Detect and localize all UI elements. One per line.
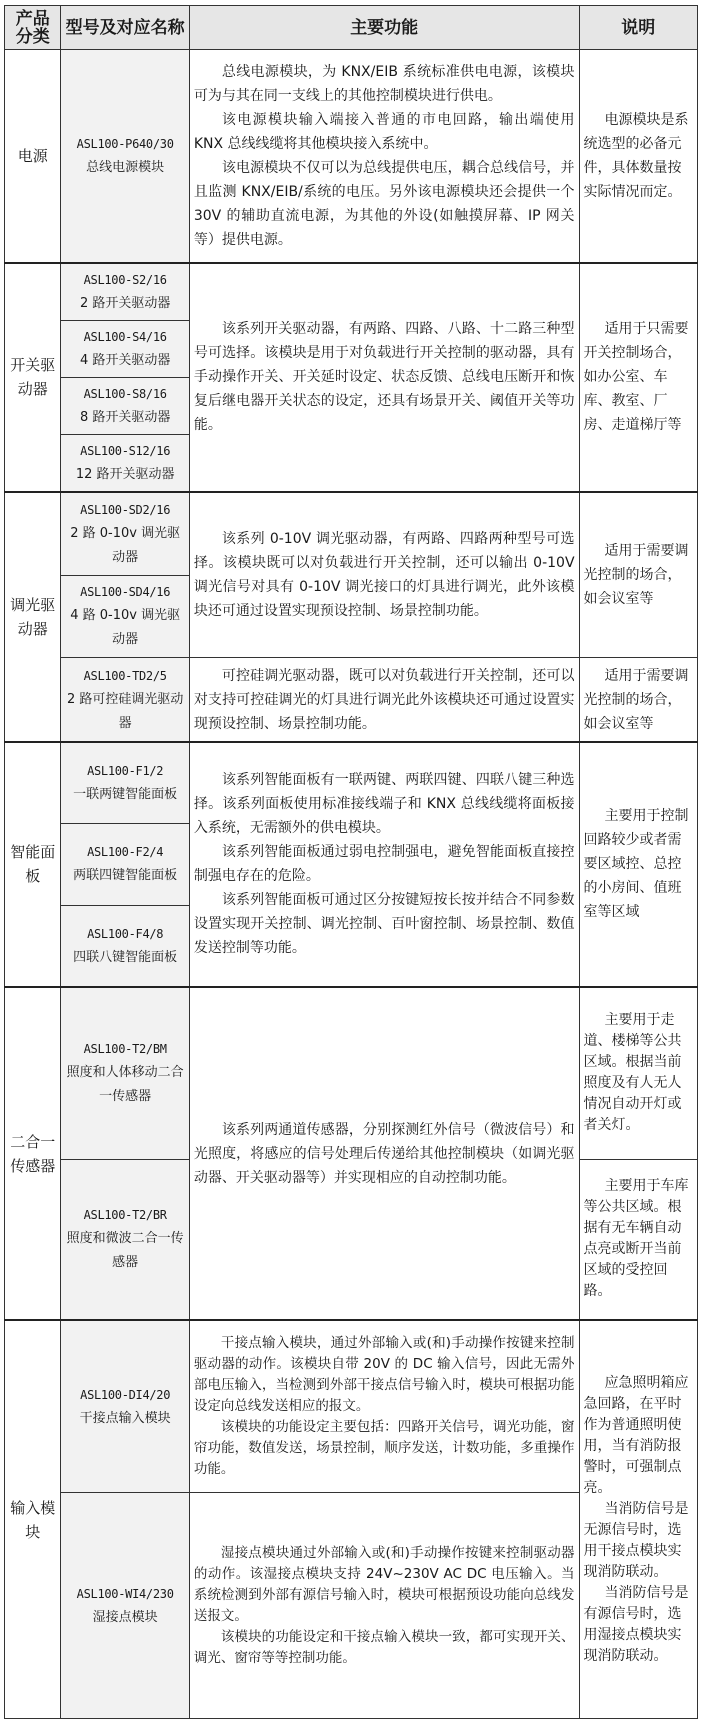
function-paragraph: 该模块的功能设定和干接点输入模块一致，都可实现开关、调光、窗帘等等控制功能。 — [193, 1628, 575, 1666]
model-name: 2 路 0-10v 调光驱动器 — [70, 525, 181, 565]
model-name: 12 路开关驱动器 — [75, 466, 175, 482]
product-spec-table — [4, 5, 698, 1719]
header-note: 说明 — [579, 6, 697, 50]
model-code: ASL100-S12/16 — [80, 443, 171, 458]
category-power: 电源 — [5, 50, 61, 263]
model-code: ASL100-TD2/5 — [83, 668, 167, 683]
input-row — [5, 1320, 698, 1492]
dimming-row — [5, 658, 698, 742]
model-code: ASL100-SD4/16 — [80, 585, 171, 600]
model-power — [61, 50, 189, 263]
function-paragraph: 该模块的功能设定主要包括：四路开关信号，调光功能，窗帘功能，数值发送，场景控制，顺序发送，计数功能，多重操作功能。 — [193, 1419, 575, 1478]
model-code: ASL100-F4/8 — [87, 926, 164, 941]
note-text: 当消防信号是有源信号时，选用湿接点模块实现消防联动。 — [583, 1584, 689, 1664]
function-dimming-triac — [189, 658, 579, 742]
model-code: ASL100-F1/2 — [87, 763, 164, 778]
model-switch-4 — [61, 434, 189, 492]
function-paragraph: 该电源模块不仅可以为总线提供电压，耦合总线信号，并且监测 KNX/EIB/系统的电压。另外该电源模块还会提供一个 30V 的辅助直流电源，为其他的外设(如触摸屏幕、IP 网关等）提供电源。 — [193, 159, 575, 248]
model-code: ASL100-S8/16 — [83, 386, 167, 401]
note-text: 适用于只需要开关控制场合，如办公室、车库、教室、厂房、走道梯厅等 — [583, 321, 689, 434]
model-name: 一联两键智能面板 — [73, 786, 178, 802]
function-input-dry — [189, 1320, 579, 1492]
model-switch-1 — [61, 263, 189, 321]
header-function: 主要功能 — [189, 6, 579, 50]
function-switch — [189, 263, 579, 492]
function-paragraph: 湿接点模块通过外部输入或(和)手动操作按键来控制驱动器的动作。该湿接点模块支持 24V~230V AC DC 电压输入。当系统检测到外部有源信号输入时，模块可根据预设功能向总线发送报文。 — [193, 1544, 575, 1624]
function-power — [189, 50, 579, 263]
model-name: 总线电源模块 — [86, 159, 165, 175]
model-name: 两联四键智能面板 — [73, 868, 178, 884]
note-power — [579, 50, 697, 263]
model-name: 4 路 0-10v 调光驱动器 — [70, 608, 181, 648]
category-switch: 开关驱动器 — [5, 263, 61, 492]
function-paragraph: 该系列两通道传感器，分别探测红外信号（微波信号）和光照度，将感应的信号处理后传递给其他控制模块（如调光驱动器、开关驱动器等）并实现相应的自动控制功能。 — [193, 1121, 575, 1186]
function-paragraph: 该系列智能面板可通过区分按键短按长按并结合不同参数设置实现开关控制、调光控制、百叶窗控制、场景控制、数值发送控制等功能。 — [193, 892, 575, 957]
note-text: 适用于需要调光控制的场合，如会议室等 — [583, 542, 689, 607]
switch-row — [5, 263, 698, 321]
function-sensor — [189, 987, 579, 1320]
function-paragraph: 该系列 0-10V 调光驱动器，有两路、四路两种型号可选择。该模块既可以对负载进行开关控制，还可以输出 0-10V 调光信号对具有 0-10V 调光接口的灯具进行调光，此外该模块还可通过设置实现预设控制、场景控制功能。 — [193, 530, 575, 619]
note-text: 主要用于车库等公共区域。根据有无车辆自动点亮或断开当前区域的受控回路。 — [583, 1178, 689, 1300]
model-panel-2 — [61, 823, 189, 905]
function-input-wet — [189, 1493, 579, 1719]
model-dimming-2 — [61, 575, 189, 658]
model-input-2 — [61, 1493, 189, 1719]
model-code: ASL100-WI4/230 — [76, 1586, 174, 1601]
model-name: 照度和人体移动二合一传感器 — [66, 1065, 184, 1105]
note-panel — [579, 742, 697, 987]
model-name: 干接点输入模块 — [79, 1410, 171, 1426]
sensor-row — [5, 987, 698, 1159]
model-code: ASL100-DI4/20 — [80, 1387, 171, 1402]
model-name: 2 路开关驱动器 — [79, 295, 171, 311]
model-panel-3 — [61, 905, 189, 987]
model-name: 湿接点模块 — [92, 1609, 158, 1625]
function-paragraph: 该系列智能面板有一联两键、两联四键、四联八键三种选择。该系列面板使用标准接线端子和 KNX 总线线缆将面板接入系统，无需额外的供电模块。 — [193, 772, 575, 837]
model-name: 四联八键智能面板 — [73, 949, 178, 965]
header-category: 产品分类 — [5, 6, 61, 50]
note-sensor-1 — [579, 987, 697, 1159]
category-dimming: 调光驱动器 — [5, 492, 61, 742]
model-name: 8 路开关驱动器 — [79, 409, 171, 425]
note-sensor-2 — [579, 1159, 697, 1320]
dimming-row — [5, 492, 698, 575]
function-paragraph: 干接点输入模块，通过外部输入或(和)手动操作按键来控制驱动器的动作。该模块自带 20V 的 DC 输入信号，因此无需外部电压输入，当检测到外部干接点信号输入时，模块可根据功能设定向总线发送相应的报文。 — [193, 1335, 575, 1415]
model-name: 照度和微波二合一传感器 — [66, 1231, 184, 1271]
model-name: 4 路开关驱动器 — [79, 352, 171, 368]
model-input-1 — [61, 1320, 189, 1492]
category-sensor: 二合一传感器 — [5, 987, 61, 1320]
panel-row — [5, 742, 698, 824]
model-code: ASL100-P640/30 — [76, 136, 174, 151]
model-switch-3 — [61, 377, 189, 434]
model-dimming-3 — [61, 658, 189, 742]
model-code: ASL100-S4/16 — [83, 329, 167, 344]
note-text: 主要用于控制回路较少或者需要区域控、总控的小房间、值班室等区域 — [583, 808, 689, 921]
model-code: ASL100-T2/BM — [83, 1042, 167, 1057]
note-text: 适用于需要调光控制的场合，如会议室等 — [583, 667, 689, 732]
model-sensor-1 — [61, 987, 189, 1159]
model-code: ASL100-T2/BR — [83, 1208, 167, 1223]
note-text: 应急照明箱应急回路，在平时作为普通照明使用，当有消防报警时，可强制点亮。 — [583, 1374, 689, 1496]
function-paragraph: 可控硅调光驱动器，既可以对负载进行开关控制，还可以对支持可控硅调光的灯具进行调光此外该模块还可通过设置实现预设控制、场景控制功能。 — [193, 667, 575, 732]
note-switch — [579, 263, 697, 492]
model-sensor-2 — [61, 1159, 189, 1320]
model-panel-1 — [61, 742, 189, 824]
model-dimming-1 — [61, 492, 189, 575]
note-text: 当消防信号是无源信号时，选用干接点模块实现消防联动。 — [583, 1500, 689, 1580]
model-name: 2 路可控硅调光驱动器 — [66, 691, 184, 731]
function-paragraph: 该电源模块输入端接入普通的市电回路，输出端使用 KNX 总线线缆将其他模块接入系统中。 — [193, 111, 575, 152]
note-dimming-1 — [579, 492, 697, 658]
function-paragraph: 总线电源模块，为 KNX/EIB 系统标准供电电源，该模块可为与其在同一支线上的其他控制模块进行供电。 — [193, 63, 575, 104]
note-dimming-2 — [579, 658, 697, 742]
header-model: 型号及对应名称 — [61, 6, 189, 50]
function-paragraph: 该系列开关驱动器，有两路、四路、八路、十二路三种型号可选择。该模块是用于对负载进行开关控制的驱动器，具有手动操作开关、开关延时设定、状态反馈、总线电压断开和恢复后继电器开关状态的设定，还具有场景开关、阈值开关等功能。 — [193, 321, 575, 434]
category-input: 输入模块 — [5, 1320, 61, 1718]
model-code: ASL100-F2/4 — [87, 845, 164, 860]
model-code: ASL100-SD2/16 — [80, 502, 171, 517]
note-text: 主要用于走道、楼梯等公共区域。根据当前照度及有人无人情况自动开灯或者关灯。 — [583, 1012, 682, 1134]
note-text: 电源模块是系统选型的必备元件，具体数量按实际情况而定。 — [583, 111, 689, 200]
note-input — [579, 1320, 697, 1718]
category-panel: 智能面板 — [5, 742, 61, 987]
power-row — [5, 50, 698, 263]
function-paragraph: 该系列智能面板通过弱电控制强电，避免智能面板直接控制强电存在的危险。 — [193, 844, 575, 885]
function-dimming-0-10v — [189, 492, 579, 658]
model-switch-2 — [61, 320, 189, 377]
function-panel — [189, 742, 579, 987]
header-row — [5, 6, 698, 50]
model-code: ASL100-S2/16 — [83, 272, 167, 287]
